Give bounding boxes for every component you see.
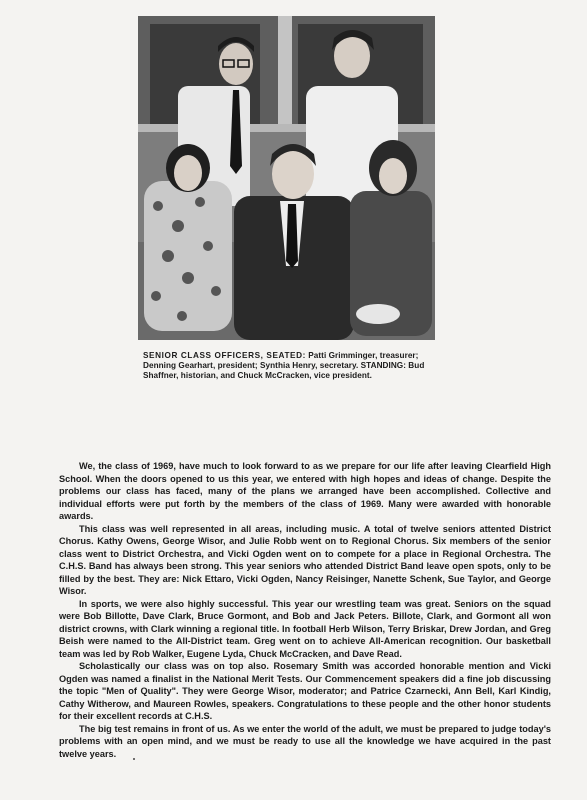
paragraph: This class was well represented in all areas, including music. A total of twelve seniors attented District Chorus. Kathy Owens, George Wisor, and Julie Robb went on to Regional Chorus. Six members of the senior class went to District Orchestra, and Vicki Ogden went on to compete for a place in Regional Orchestra. The C.H.S. Band has always been strong. This year seniors who attended District Band leave open spots, only to be filled by the best. They are: Nick Ettaro, Vicki Ogden, Nancy Reisinger, Nanette Schenk, Sue Taylor, and George Wisor. (59, 523, 551, 596)
class-officers-photo (138, 16, 435, 340)
article-body (59, 460, 551, 760)
print-speck (133, 758, 135, 760)
paragraph: We, the class of 1969, have much to look forward to as we prepare for our life after leaving Clearfield High School. When the doors opened to us this year, we entered with high hopes and ideas of change. Despite the problems our class has faced, many of the plans we arranged have been accomplished. Collective and individual efforts were put forth by the members of the class of 1969. Many were awarded with honorable awards. (59, 461, 551, 521)
paragraph: In sports, we were also highly successful. This year our wrestling team was great. Seniors on the squad were Bob Billotte, Dave Clark, Bruce Gormont, and Bob and Jack Peters. Billote, Clark, and Gormont all won district crowns, with Clark winning a regional title. In football Herb Wilson, Terry Briskar, Drew Jordan, and Greg Beish were named to the All-District team. Greg went on to achieve All-American recognition. Our basketball team was led by Rob Walker, Eugene Lyda, Chuck McCracken, and Dave Read. (59, 598, 551, 659)
caption-text: Patti Grimminger, treasurer; Denning Gearhart, president; Synthia Henry, secretary. STANDING: Bud Shaffner, historian, and Chuck McCracken, vice president. (143, 351, 425, 380)
caption-lead: SENIOR CLASS OFFICERS, SEATED: (143, 351, 306, 360)
paragraph: Scholastically our class was on top also. Rosemary Smith was accorded honorable mention and Vicki Ogden was named a finalist in the National Merit Tests. Our Commencement speakers did a fine job discussing the topic "Men of Quality". They were George Wisor, moderator; and Patrice Czarnecki, Ann Bell, Karl Kindig, Cathy Witherow, and Maureen Rowles, speakers. Congratulations to these people and the other honor students for their excellent records at C.H.S. (59, 661, 551, 721)
photo-caption (143, 351, 435, 381)
paragraph: The big test remains in front of us. As we enter the world of the adult, we must be prepared to judge today's problems with an open mind, and we must be ready to use all the knowledge we have acquired in the past twelve years. (59, 723, 551, 759)
